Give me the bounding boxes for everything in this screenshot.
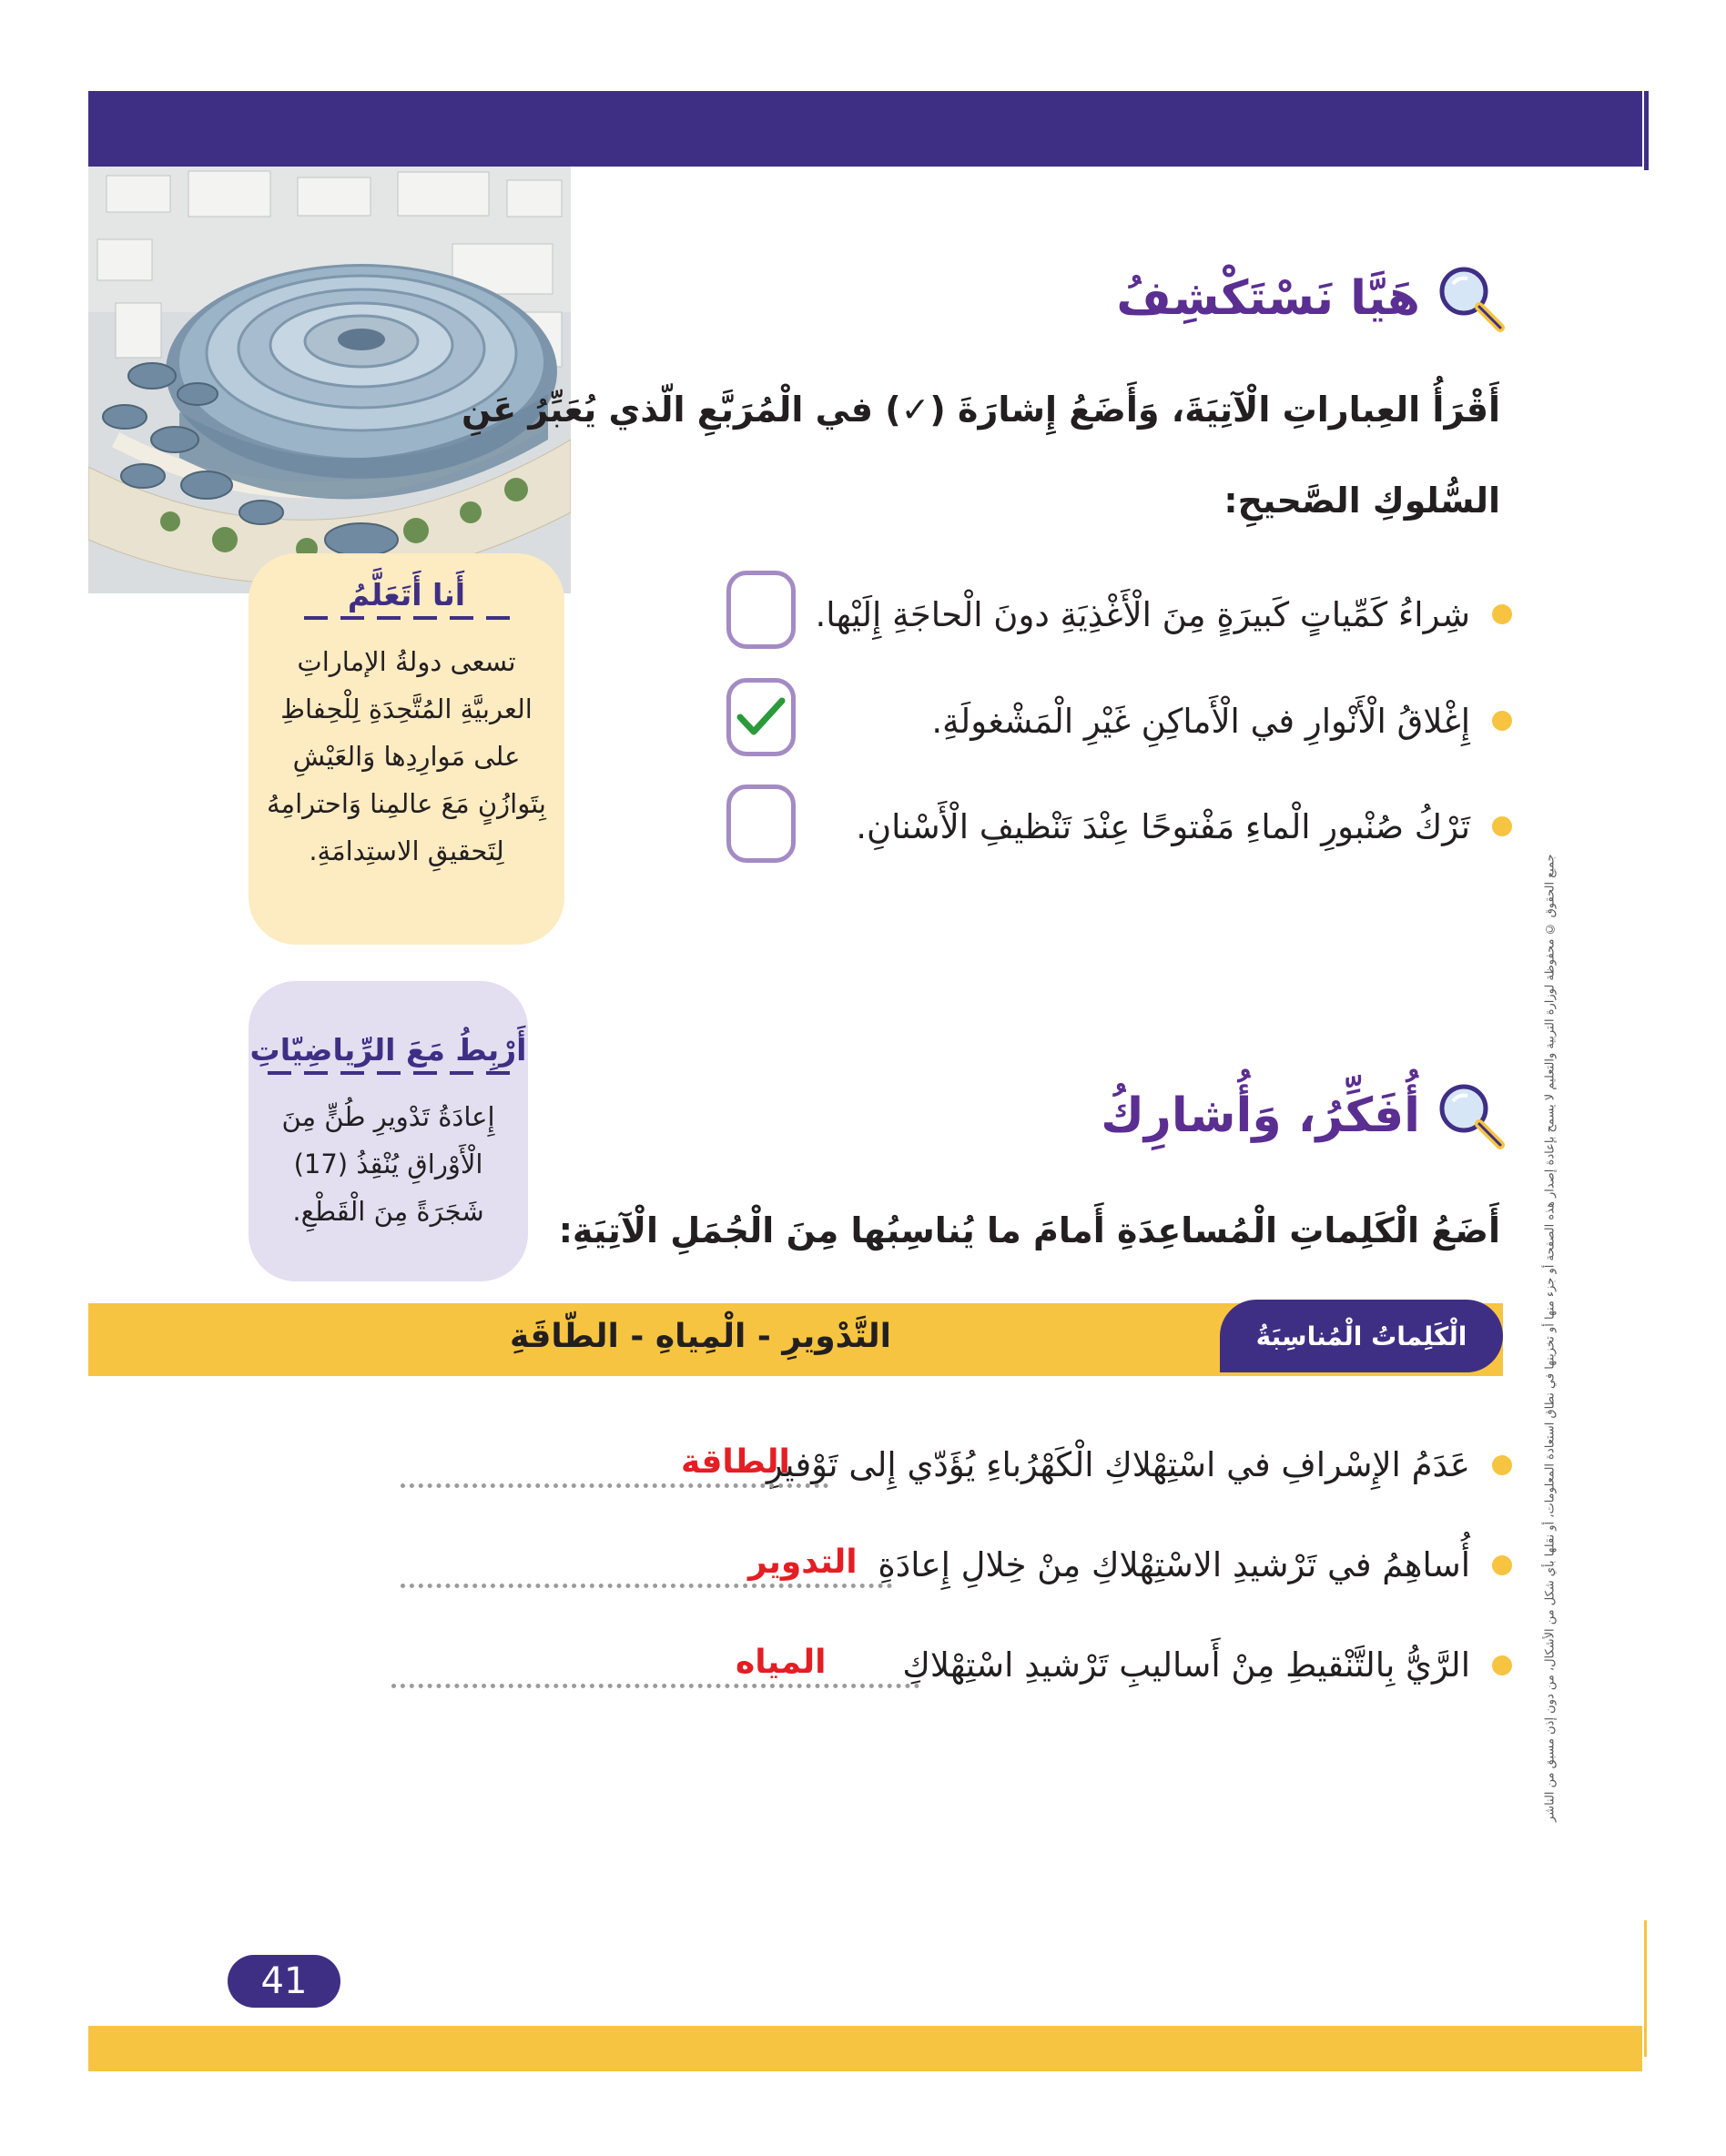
title-dash-divider	[249, 616, 564, 620]
magnifier-icon	[1435, 1079, 1508, 1152]
math-box-line: شَجَرَةً مِنَ الْقَطْعِ.	[292, 1196, 484, 1227]
answer-text: المياه	[736, 1644, 827, 1681]
bullet-dot	[1492, 711, 1512, 731]
footer-accent-line	[1644, 1920, 1647, 2057]
learn-box-title: أَنا أَتَعَلَّمُ	[347, 577, 466, 612]
bullet-dot	[1492, 816, 1512, 836]
answer-blank-line[interactable]	[401, 1483, 828, 1488]
magnifier-icon	[1435, 262, 1508, 335]
statement-row	[856, 795, 1512, 858]
statement-row	[931, 689, 1512, 753]
pavilion-illustration	[88, 167, 571, 593]
math-box	[249, 981, 528, 1281]
explore-instruction-line2: السُّلوكِ الصَّحيحِ:	[1223, 481, 1500, 521]
answer-checkbox-1[interactable]	[726, 571, 796, 649]
answer-text: التدوير	[748, 1544, 858, 1581]
page-number: 41	[228, 1955, 340, 2008]
explore-title: هَيَّا نَسْتَكْشِفُ	[1116, 271, 1420, 326]
answer-blank-line[interactable]	[401, 1584, 892, 1588]
copyright-notice: جميع الحقوق © محفوظة لوزارة التربية والتعليم لا يسمح بإعادة إصدار هذه الصفحة أو جزء منها أو تخزينها في نطاق استعادة المعلومات، أو نقلها بأي شكل من الأشكال، من دون إذن مسبق من الناشر	[1543, 854, 1558, 1822]
sentence-row	[767, 1445, 1512, 1484]
top-header-accent-line	[1644, 91, 1649, 170]
learn-box-line: بِتَوازُنٍ مَعَ عالمِنا وَاحترامِهُ	[267, 788, 546, 819]
answer-checkbox-2[interactable]	[726, 678, 796, 756]
statement-text: إِغْلاقُ الْأَنْوارِ في الْأَماكِنِ غَيْرِ الْمَشْغولَةِ.	[931, 701, 1470, 741]
bullet-dot	[1492, 604, 1512, 624]
top-header-band	[88, 91, 1642, 167]
learn-box	[249, 553, 564, 945]
math-box-line: الْأَوْراقِ يُنْقِذُ (17)	[293, 1149, 483, 1179]
bottom-footer-band	[88, 2026, 1642, 2071]
title-dash-divider	[249, 1071, 528, 1075]
explore-instruction-line1: أَقْرَأُ العِباراتِ الْآتِيَةَ، وَأَضَعُ إِشارَةَ (✓) في الْمُرَبَّعِ الّذي يُعَبِّرُ عَنِ	[462, 390, 1500, 430]
sentence-text: الرَّيُّ بِالتَّنْقيطِ مِنْ أَساليبِ تَرْشيدِ اسْتِهْلاكِ	[902, 1645, 1470, 1685]
helper-words-label: الْكَلِماتُ الْمُناسِبَةُ	[1220, 1300, 1503, 1372]
statement-row	[816, 582, 1512, 646]
learn-box-line: لِتَحقيقِ الاستِدامَةِ.	[309, 835, 504, 866]
learn-box-line: العربيَّةِ المُتَّحِدَةِ لِلْحِفاظِ	[280, 693, 533, 724]
answer-blank-line[interactable]	[391, 1684, 919, 1688]
answer-checkbox-3[interactable]	[726, 784, 796, 863]
statement-text: تَرْكُ صُنْبورِ الْماءِ مَفْتوحًا عِنْدَ تَنْظيفِ الْأَسْنانِ.	[856, 806, 1470, 846]
learn-box-line: تسعى دولةُ الإماراتِ	[297, 646, 516, 677]
checkmark-icon	[736, 697, 786, 737]
learn-box-line: على مَوارِدِها وَالعَيْشِ	[292, 741, 521, 772]
answer-text: الطاقة	[681, 1443, 790, 1481]
sentence-text: عَدَمُ الإِسْرافِ في اسْتِهْلاكِ الْكَهْرُباءِ يُؤَدّي إِلى تَوْفيرِ	[766, 1445, 1470, 1484]
think-title: أُفَكِّرُ، وَأُشارِكُ	[1101, 1088, 1420, 1143]
sentence-row	[902, 1645, 1512, 1685]
bullet-dot	[1492, 1455, 1512, 1475]
math-box-title: أَرْبِطُ مَعَ الرِّياضِيّاتِ	[249, 1032, 527, 1068]
math-box-line: إِعادَةُ تَدْويرِ طُنٍّ مِنَ	[281, 1101, 495, 1132]
pavilion-photo	[88, 167, 571, 593]
bullet-dot	[1492, 1555, 1512, 1575]
think-heading	[1101, 1079, 1508, 1152]
sentence-text: أُساهِمُ في تَرْشيدِ الاسْتِهْلاكِ مِنْ خِلالِ إِعادَةِ	[878, 1545, 1470, 1584]
helper-words-list: التَّدْويرِ - الْمِياهِ - الطّاقَةِ	[510, 1318, 891, 1355]
sentence-row	[878, 1545, 1512, 1584]
think-instruction: أَضَعُ الْكَلِماتِ الْمُساعِدَةِ أَمامَ ما يُناسِبُها مِنَ الْجُمَلِ الْآتِيَةِ:	[558, 1210, 1500, 1250]
statement-text: شِراءُ كَمِّياتٍ كَبيرَةٍ مِنَ الْأَغْذِيَةِ دونَ الْحاجَةِ إِلَيْها.	[815, 594, 1470, 634]
bullet-dot	[1492, 1655, 1512, 1675]
explore-heading	[1116, 262, 1508, 335]
